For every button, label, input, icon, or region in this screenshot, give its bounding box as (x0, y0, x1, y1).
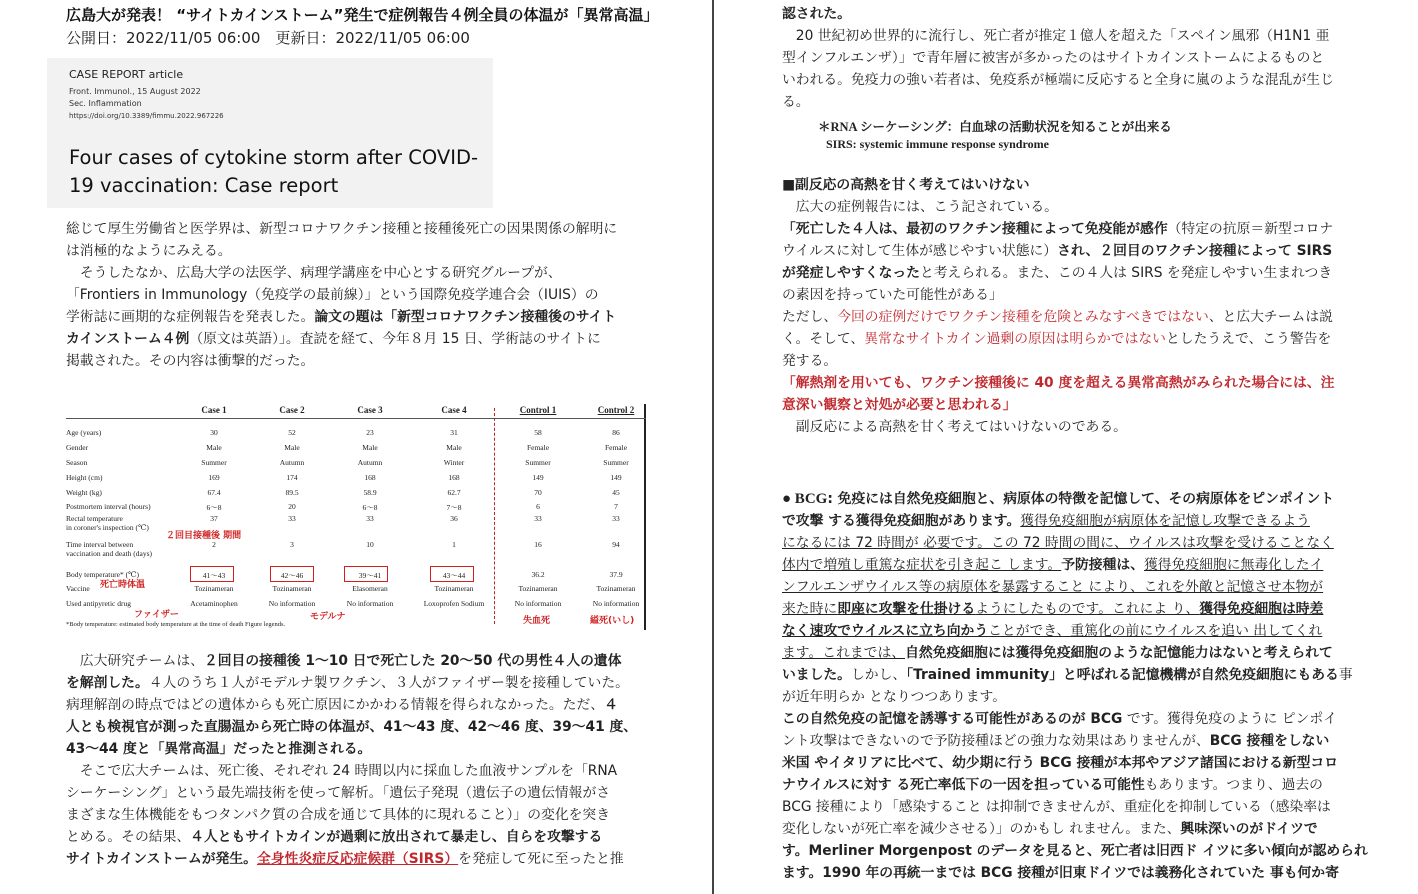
table-cell: Tozinameran (518, 584, 558, 593)
table-cell: 37.9 (609, 570, 623, 579)
table-cell: 45 (612, 488, 620, 497)
red-span: 今回の症例だけでワクチン接種を危険とみなすべきではない (837, 309, 1209, 325)
bcg-section (782, 488, 1402, 884)
row-label-line: Age (years) (66, 428, 102, 437)
table-cell: Acetaminophen (190, 599, 238, 608)
bold-span: : 免疫には自然免疫細胞と、病原体の特徴を記憶して、その病原体をピンポイント (827, 491, 1335, 507)
table-cell: Tozinameran (434, 584, 474, 593)
paper-title-span: 論文の題は「新型コロナワクチン接種後のサイト (314, 309, 617, 325)
table-cell: 7 (614, 502, 618, 511)
table-cell: 6 (536, 502, 540, 511)
text-line (782, 554, 1402, 576)
table-column-header: Control 1 (519, 405, 557, 415)
row-label-line: Rectal temperature (66, 514, 123, 523)
text-span: です。獲得免疫のように ピンポイ (1122, 711, 1337, 727)
table-cell: 62.7 (447, 488, 461, 497)
text-line: が近年明らか となりつつあります。 (782, 689, 1007, 705)
annotation-interval: ２回目接種後 期間 (166, 531, 242, 541)
text-line: になるには 72 時間が 必要です。この 72 時間の間に、ウイルスは攻撃を受けることなく (782, 535, 1334, 551)
card-title: Four cases of cytokine storm after COVID-19 vaccination: Case report (69, 146, 479, 197)
text-line (782, 328, 1402, 350)
text-span: 学術誌に画期的な症例報告を発表した。 (66, 309, 315, 325)
table-cell: Summer (525, 458, 551, 467)
control-divider (494, 408, 495, 624)
text-span: を発症して死に至ったと推 (458, 851, 624, 867)
text-line: 発する。 (782, 353, 838, 369)
table-row-label (66, 458, 87, 467)
text-span: ただし、 (782, 309, 838, 325)
text-line (66, 650, 666, 672)
table-cell: Loxoprofen Sodium (423, 599, 485, 608)
case-table-figure (66, 400, 646, 632)
intro-paragraphs (66, 218, 666, 372)
table-footnote: *Body temperature: estimated body temperature at the time of death Figure legends. (66, 621, 286, 628)
table-cell: 36 (450, 514, 458, 523)
underline-span: 獲得免疫細胞が病原体を記憶し攻撃できるよう (1020, 513, 1310, 529)
text-line: は消極的なようにみえる。 (66, 243, 232, 259)
bcg-bullet: ● BCG (782, 491, 828, 507)
temp-highlight-box (344, 566, 388, 582)
table-cell: 37 (210, 514, 218, 523)
annotation-moderna: モデルナ (310, 612, 346, 622)
underline-span: ます。これまでは、 (782, 645, 906, 661)
text-span: く。そして、 (782, 331, 865, 347)
table-cell: 23 (366, 428, 374, 437)
text-line: シーケーシング」という最先端技術を使って解析。「遺伝子発現（遺伝子の遺伝情報がさ (66, 785, 611, 801)
row-label-line: Gender (66, 443, 89, 452)
text-line: まざまな生体機能をもつタンパク質の合成を通じて具体的に現れること）」の変化を突き (66, 807, 611, 823)
findings-paragraphs (66, 650, 666, 870)
table-cell: 58.9 (363, 488, 377, 497)
text-line: ます。1990 年の再統一までは BCG 接種が旧東ドイツでは義務化されていた 事も何か寄 (782, 865, 1339, 881)
row-label-line: in coroner's inspection (℃) (66, 523, 149, 532)
table-cell: 42～46 (280, 571, 304, 580)
table-column-header: Case 2 (279, 405, 305, 415)
text-line (782, 262, 1402, 284)
text-line (782, 488, 1402, 510)
table-row-label (66, 488, 102, 497)
bold-span: BCG 接種をしない (1209, 733, 1330, 749)
table-cell: 39～41 (358, 571, 382, 580)
table-cell: 6～8 (206, 503, 222, 512)
bold-span: サイトカインストームが発生。 (66, 851, 257, 867)
table-row-label (66, 514, 149, 532)
text-line (66, 694, 666, 716)
article-headline: 広島大が発表！ “サイトカインストーム”発生で症例報告４例全員の体温が「異常高温」 (66, 6, 659, 24)
table-cell: Autumn (279, 458, 305, 467)
text-line: そうしたなか、広島大学の法医学、病理学講座を中心とする研究グループが、 (79, 265, 562, 281)
text-line (782, 708, 1402, 730)
table-cell: 33 (534, 514, 542, 523)
table-row-label (66, 540, 152, 558)
text-line (782, 240, 1402, 262)
table-cell: 86 (612, 428, 620, 437)
table-cell: 67.4 (207, 488, 221, 497)
table-cell: Female (526, 443, 550, 452)
text-line: 20 世紀初め世界的に流行し、死亡者が推定１億人を超えた「スペイン風邪（H1N1 亜 (795, 28, 1330, 44)
table-cell: 20 (288, 502, 296, 511)
row-label-line: Time interval between (66, 540, 134, 549)
annotation-control2: 縊死(いし) (590, 616, 635, 626)
text-span: ようにしたものです。これによ り、 (975, 601, 1200, 617)
table-cell: Elasomeran (352, 584, 388, 593)
table-row-label (66, 599, 131, 608)
text-line: 「Frontiers in Immunology（免疫学の最前線）」という国際免疫学連合会（IUIS）の (66, 287, 599, 303)
row-label-line: vaccination and death (days) (66, 549, 153, 558)
bold-span: 「死亡した４人は、最初のワクチン接種によって免疫能が感作 (782, 221, 1168, 237)
table-cell: 1 (452, 540, 456, 549)
table-cell: 89.5 (285, 488, 299, 497)
table-row-label (66, 502, 151, 511)
text-line (782, 818, 1402, 840)
bold-span: され、２回目のワクチン接種によって SIRS (1057, 243, 1333, 259)
table-column-header: Control 2 (597, 405, 635, 415)
text-line (782, 306, 1402, 328)
text-span: 広大研究チームは、 (79, 653, 204, 669)
table-column-header: Case 1 (201, 405, 227, 415)
table-cell: 168 (448, 473, 460, 482)
card-journal: Front. Immunol., 15 August 2022 (69, 87, 201, 96)
table-cell: 52 (288, 428, 296, 437)
table-cell: 36.2 (531, 570, 545, 579)
row-label-line: Height (cm) (66, 473, 103, 482)
table-rule (66, 418, 646, 419)
text-line: 掲載された。その内容は衝撃的だった。 (66, 353, 315, 369)
bold-span: ２回目の接種後 1～10 日で死亡した 20～50 代の男性４人の遺体 (203, 653, 622, 669)
text-line: 型インフルエンザ）」で青年層に被害が多かったのはサイトカインストームによるものと (782, 50, 1325, 66)
table-cell: 94 (612, 540, 620, 549)
bold-span: ４人ともサイトカインが過剰に放出されて暴走し、自らを攻撃する (190, 829, 603, 845)
text-span: と考えられる。また、この４人は SIRS を発症しやすい生まれつき (919, 265, 1333, 281)
bold-span: 予防接種は、 (1061, 557, 1144, 573)
text-line (66, 306, 666, 328)
table-row-label (66, 473, 102, 482)
text-span: もあります。つまり、過去の (1144, 777, 1323, 793)
side-effect-section (782, 174, 1402, 438)
article-dates: 公開日：2022/11/05 06:00 更新日：2022/11/05 06:00 (66, 29, 470, 47)
table-cell: 33 (366, 514, 374, 523)
note-rna: ＊RNA シーケーシング：白血球の活動状況を知ることが出来る (818, 120, 1172, 134)
table-cell: 168 (364, 473, 376, 482)
table-cell: 6～8 (362, 503, 378, 512)
row-label-line: Season (66, 458, 88, 467)
temp-highlight-box (190, 566, 234, 582)
row-label-line: Used antipyretic drug (66, 599, 131, 608)
text-line: 副反応による高熱を甘く考えてはいけないのである。 (795, 419, 1127, 435)
note-sirs: SIRS: systemic immune response syndrome (826, 137, 1049, 151)
text-line (782, 218, 1402, 240)
text-span: ウイルスに対して生体が感じやすい状態に） (782, 243, 1058, 259)
bold-span: 興味深いのがドイツで (1180, 821, 1318, 837)
table-cell: Summer (201, 458, 227, 467)
table-cell: 16 (534, 540, 542, 549)
table-cell: 70 (534, 488, 542, 497)
text-line (66, 328, 666, 350)
table-cell: 3 (290, 540, 294, 549)
paper-citation-card (47, 58, 493, 208)
table-cell: 169 (208, 473, 220, 482)
table-cell: No information (514, 599, 562, 608)
figure-edge (644, 404, 646, 630)
bold-span: いました。 (782, 667, 851, 683)
text-span: （原文は英語）」。査読を経て、今年８月 15 日、学術誌のサイトに (189, 331, 601, 347)
underline-span: 体内で増殖し重篤な症状を引き起こ します。 (782, 557, 1062, 573)
bold-span: ４ (604, 697, 618, 713)
row-label-line: Postmortem interval (hours) (66, 502, 151, 511)
text-line (66, 848, 666, 870)
table-cell: Tozinameran (194, 584, 234, 593)
table-cell: Male (284, 443, 300, 452)
temp-highlight-box (270, 566, 314, 582)
table-cell: 10 (366, 540, 374, 549)
text-span: としたうえで、こう警告を (1165, 331, 1332, 347)
table-cell: Autumn (357, 458, 383, 467)
table-cell: Summer (603, 458, 629, 467)
bold-span: なく速攻でウイルスに立ち向かう (782, 623, 989, 639)
card-article-type: CASE REPORT article (69, 68, 184, 81)
table-row-label (66, 443, 88, 452)
section-heading: ■副反応の高熱を甘く考えてはいけない (782, 177, 1030, 193)
text-line (782, 620, 1402, 642)
text-line: 米国 やイタリアに比べて、幼少期に行う BCG 接種が本邦やアジア諸国における新型コロ (782, 755, 1339, 771)
text-line: BCG 接種により「感染すること は抑制できませんが、重症化を抑制している（感染率は (782, 799, 1331, 815)
table-cell: 149 (532, 473, 544, 482)
card-doi[interactable]: https://doi.org/10.3389/fimmu.2022.967226 (69, 112, 224, 120)
table-row-label (66, 584, 90, 593)
table-cell: No information (592, 599, 640, 608)
text-span: 、と広大チームは説 (1208, 309, 1333, 325)
paper-title-span: カインストーム４例 (66, 331, 190, 347)
text-span: 事 (1338, 667, 1353, 683)
warning-line: 意深い観察と対処が必要と思われる」 (782, 397, 1017, 413)
text-span: 病理解剖の時点ではどの遺体からも死亡原因にかかわる情報を得られなかった。ただ、 (66, 697, 605, 713)
table-cell: Male (362, 443, 378, 452)
table-cell: Tozinameran (272, 584, 312, 593)
bold-span: 「Trained immunity」と呼ばれる記憶機構が自然免疫細胞にもある (906, 667, 1339, 683)
table-column-header: Case 4 (441, 405, 467, 415)
text-span: （特定の抗原＝新型コロナ (1167, 221, 1334, 237)
text-line: 総じて厚生労働省と医学界は、新型コロナワクチン接種と接種後死亡の因果関係の解明に (66, 221, 618, 237)
table-cell: 2 (212, 540, 216, 549)
table-cell: 7～8 (446, 503, 462, 512)
text-span: ことができ、重篤化の前にウイルスを追い 出してくれ (988, 623, 1323, 639)
bold-span: が発症しやすくなった (782, 265, 920, 281)
text-line: ンフルエンザウイルス等の病原体を暴露すること により、これを外敵と記憶させ本物が (782, 579, 1324, 595)
bold-span: で攻撃 する獲得免疫細胞があります。 (782, 513, 1021, 529)
table-cell: 43～44 (442, 571, 466, 580)
text-line (66, 672, 666, 694)
text-line: の素因を持っていた可能性がある」 (782, 287, 1003, 303)
table-cell: 33 (288, 514, 296, 523)
table-cell: Female (604, 443, 628, 452)
text-line: 広大の症例報告には、こう記されている。 (795, 199, 1058, 215)
bold-span: ナウイルスに対す る死亡率低下の一因を担っている可能性 (782, 777, 1145, 793)
table-cell: No information (346, 599, 394, 608)
text-line (782, 664, 1402, 686)
text-line (782, 730, 1402, 752)
text-line: 人とも検視官が測った直腸温から死亡時の体温が、41～43 度、42～46 度、39～41 度、 (66, 719, 638, 735)
table-cell: Winter (443, 458, 465, 467)
text-span: とめる。その結果、 (66, 829, 191, 845)
bold-span: 即座に攻撃を仕掛ける (837, 601, 976, 617)
table-cell: Male (446, 443, 462, 452)
annotation-control1: 失血死 (523, 616, 551, 626)
temp-highlight-box (430, 566, 474, 582)
text-line (782, 510, 1402, 532)
text-span: しかし、 (850, 667, 907, 683)
table-cell: 30 (210, 428, 218, 437)
text-span: ント攻撃はできないので予防接種ほどの強力な効果はありませんが、 (782, 733, 1210, 749)
row-label-line: Vaccine (66, 584, 90, 593)
table-row-label (66, 428, 101, 437)
card-section: Sec. Inflammation (69, 99, 142, 108)
warning-line: 「解熱剤を用いても、ワクチン接種後に 40 度を超える異常高熱がみられた場合には、注 (782, 375, 1335, 391)
bold-span: 自然免疫細胞には獲得免疫細胞のような記憶能力はないと考えられて (905, 645, 1333, 661)
text-span: 変化しないが死亡率を減少させる）」のかもし れません。また、 (782, 821, 1181, 837)
spanish-flu-paragraph (782, 3, 1402, 113)
annotation-pfizer: ファイザー (134, 610, 179, 620)
table-column-header: Case 3 (357, 405, 383, 415)
row-label-line: Body temperature* (℃) (66, 570, 139, 579)
text-line: 認された。 (782, 6, 851, 22)
row-label-line: Weight (kg) (66, 488, 102, 497)
text-line (66, 826, 666, 848)
bold-span: 獲得免疫細胞は時差 (1199, 601, 1324, 617)
right-page (714, 0, 1418, 894)
table-cell: 33 (612, 514, 620, 523)
red-span: 異常なサイトカイン過剰の原因は明らかではない (864, 331, 1166, 347)
text-line (782, 642, 1402, 664)
annotation-temp: 死亡時体温 (100, 580, 146, 590)
table-cell: 41～43 (202, 571, 226, 580)
table-cell: 149 (610, 473, 622, 482)
underline-span: 獲得免疫細胞に無毒化したイ (1144, 557, 1324, 573)
table-cell: 174 (286, 473, 298, 482)
text-line (782, 774, 1402, 796)
bold-span: を解剖した。 (66, 675, 149, 691)
text-span: ４人のうち１人がモデルナ製ワクチン、３人がファイザー製を接種していた。 (148, 675, 629, 691)
table-cell: 58 (534, 428, 542, 437)
text-line: いわれる。免疫力の強い若者は、免疫系が極端に反応すると全身に嵐のような混乱が生じ (782, 72, 1334, 88)
sirs-highlight: 全身性炎症反応症候群（SIRS） (256, 851, 459, 867)
bold-span: この自然免疫の記憶を誘導する可能性があるのが BCG (782, 711, 1123, 727)
table-cell: Male (206, 443, 222, 452)
text-line: る。 (782, 94, 810, 110)
text-line: そこで広大チームは、死亡後、それぞれ 24 時間以内に採血した血液サンプルを「RNA (79, 763, 618, 779)
text-span: 来た時に (782, 601, 838, 617)
text-line: す。Merliner Morgenpost のデータを見ると、死亡者は旧西ド イツに多い傾向が認められ (782, 843, 1368, 859)
table-cell: Tozinameran (596, 584, 636, 593)
text-line (782, 598, 1402, 620)
table-cell: No information (268, 599, 316, 608)
text-line: 43～44 度と「異常高温」だったと推測される。 (66, 741, 372, 757)
table-cell: 31 (450, 428, 458, 437)
